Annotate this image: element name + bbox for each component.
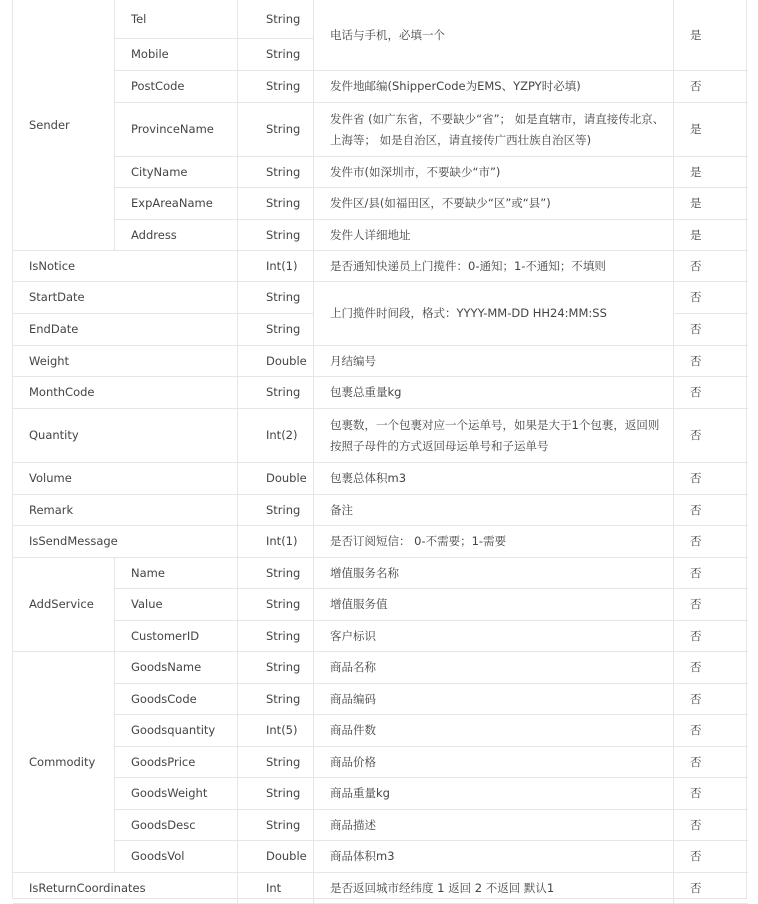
param-type-cell: Double [238,346,314,377]
param-desc-cell: 包裹总体积m3 [314,463,674,495]
param-desc-cell: 商品描述 [314,810,674,841]
param-name-cell: GoodsCode [115,684,238,715]
param-name-cell: CustomerID [115,621,238,652]
param-required-cell: 否 [674,589,748,621]
param-desc-cell: 是否返回城市经纬度 1 返回 2 不返回 默认1 [314,873,674,904]
param-desc-cell: 客户标识 [314,621,674,652]
param-type-cell: String [238,589,314,621]
param-name-cell: Weight [13,346,238,377]
param-desc-cell: 商品件数 [314,715,674,747]
param-desc-cell: 包裹总重量kg [314,377,674,409]
param-desc-cell: 商品价格 [314,747,674,778]
param-name-cell: Quantity [13,409,238,463]
param-required-cell: 否 [674,841,748,873]
param-required-cell: 否 [674,495,748,526]
param-desc-cell: 发件区/县(如福田区，不要缺少“区”或“县”) [314,188,674,220]
param-desc-cell: 备注 [314,495,674,526]
param-name-cell: IsSendMessage [13,526,238,558]
param-name-cell: CityName [115,157,238,188]
param-desc-cell: 商品重量kg [314,778,674,810]
param-required-cell: 否 [674,282,748,314]
param-type-cell: String [238,652,314,684]
param-desc-cell: 发件地邮编(ShipperCode为EMS、YZPY时必填) [314,71,674,103]
param-name-cell: Address [115,220,238,251]
param-desc-cell: 是否通知快递员上门揽件：0-通知；1-不通知；不填则 [314,251,674,282]
param-required-cell: 否 [674,558,748,589]
param-desc-cell: 发件市(如深圳市，不要缺少“市”) [314,157,674,188]
group-cell-commodity: Commodity [13,652,115,873]
param-required-cell: 否 [674,810,748,841]
param-type-cell: Int(1) [238,526,314,558]
param-desc-cell: 增值服务名称 [314,558,674,589]
param-required-cell: 否 [674,314,748,346]
param-required-cell: 否 [674,526,748,558]
param-desc-cell: 是否订阅短信： 0-不需要；1-需要 [314,526,674,558]
param-type-cell: Int(2) [238,409,314,463]
param-type-cell: Double [238,841,314,873]
param-name-cell: StartDate [13,282,238,314]
param-required-cell: 否 [674,463,748,495]
param-desc-cell: 包裹数，一个包裹对应一个运单号，如果是大于1个包裹，返回则按照子母件的方式返回母运单号和子运单号 [314,409,674,463]
param-type-cell: String [238,684,314,715]
param-desc-cell: 上门揽件时间段，格式：YYYY-MM-DD HH24:MM:SS [314,282,674,346]
param-required-cell: 否 [674,715,748,747]
param-name-cell: Mobile [115,39,238,71]
param-type-cell: Int [238,873,314,904]
param-name-cell: MonthCode [13,377,238,409]
param-type-cell: String [238,558,314,589]
group-cell-addservice: AddService [13,558,115,652]
param-desc-cell: 发件人详细地址 [314,220,674,251]
param-name-cell: GoodsDesc [115,810,238,841]
param-type-cell: String [238,39,314,71]
param-required-cell: 是 [674,103,748,157]
param-type-cell: String [238,621,314,652]
param-required-cell: 是 [674,157,748,188]
group-cell-sender: Sender [13,0,115,251]
param-desc-cell: 商品名称 [314,652,674,684]
param-type-cell: String [238,188,314,220]
param-required-cell: 是 [674,220,748,251]
param-desc-cell: 增值服务值 [314,589,674,621]
param-required-cell: 否 [674,409,748,463]
param-type-cell: Int(5) [238,715,314,747]
param-name-cell: Goodsquantity [115,715,238,747]
param-name-cell: GoodsPrice [115,747,238,778]
param-name-cell: Tel [115,0,238,39]
param-type-cell: String [238,747,314,778]
param-required-cell: 是 [674,188,748,220]
param-type-cell: String [238,495,314,526]
param-desc-cell: 商品编码 [314,684,674,715]
param-desc-cell: 月结编号 [314,346,674,377]
param-name-cell: Remark [13,495,238,526]
param-required-cell: 否 [674,621,748,652]
param-name-cell: IsNotice [13,251,238,282]
param-name-cell: IsReturnCoordinates [13,873,238,904]
param-name-cell: ExpAreaName [115,188,238,220]
param-type-cell: String [238,0,314,39]
param-name-cell: Name [115,558,238,589]
param-name-cell: GoodsVol [115,841,238,873]
param-name-cell: Value [115,589,238,621]
param-type-cell: String [238,778,314,810]
param-required-cell: 否 [674,873,748,904]
param-name-cell: EndDate [13,314,238,346]
param-type-cell: String [238,282,314,314]
param-name-cell: Volume [13,463,238,495]
param-type-cell: Double [238,463,314,495]
param-name-cell: GoodsName [115,652,238,684]
param-type-cell: String [238,157,314,188]
param-required-cell: 否 [674,778,748,810]
param-required-cell: 否 [674,346,748,377]
param-type-cell: String [238,103,314,157]
param-type-cell: String [238,220,314,251]
param-required-cell: 否 [674,377,748,409]
param-required-cell: 否 [674,251,748,282]
param-required-cell: 否 [674,71,748,103]
param-type-cell: String [238,71,314,103]
param-desc-cell: 商品体积m3 [314,841,674,873]
param-required-cell: 是 [674,0,748,71]
param-required-cell: 否 [674,684,748,715]
param-name-cell: PostCode [115,71,238,103]
param-required-cell: 否 [674,747,748,778]
param-type-cell: String [238,810,314,841]
param-type-cell: String [238,314,314,346]
param-type-cell: Int(1) [238,251,314,282]
param-required-cell: 否 [674,652,748,684]
param-desc-cell: 发件省 (如广东省，不要缺少“省”； 如是直辖市，请直接传北京、上海等； 如是自治区，请直接传广西壮族自治区等) [314,103,674,157]
param-type-cell: String [238,377,314,409]
param-name-cell: GoodsWeight [115,778,238,810]
parameter-table [12,0,747,899]
param-desc-cell: 电话与手机，必填一个 [314,0,674,71]
param-name-cell: ProvinceName [115,103,238,157]
